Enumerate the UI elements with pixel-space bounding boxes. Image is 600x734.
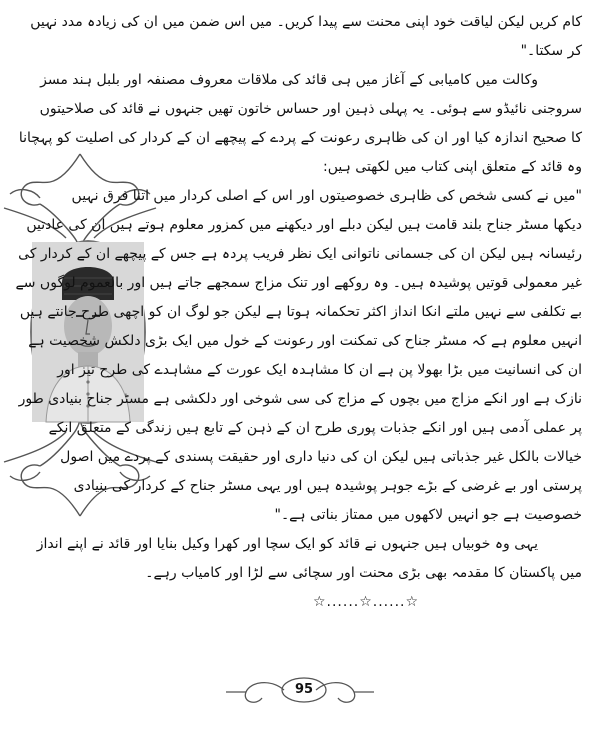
- page-footer: [0, 672, 600, 712]
- text-line: پرستی اور بے غرضی کے بڑے جوہر پوشیدہ ہیں اور یہی مسٹر جناح کے کردار کی بنیادی: [73, 478, 582, 494]
- text-line: سروجنی نائیڈو سے ہوئی۔ یہ پہلی ذہین اور حساس خاتون تھیں جنہوں نے قائد کی صلاحیتوں: [39, 101, 582, 117]
- text-line: وہ قائد کے متعلق اپنی کتاب میں لکھتی ہیں:: [323, 159, 582, 175]
- text-line: خصوصیت ہے جو انہیں لاکھوں میں ممتاز بناتی ہے۔": [274, 507, 582, 523]
- text-line: پر عملی آدمی ہیں اور انکے جذبات پوری طرح ان کے ذہن کے تابع ہیں زندگی کے متعلق انکے: [48, 420, 582, 436]
- text-line: خیالات بالکل غیر جذباتی ہیں لیکن ان کی دنیا داری اور حقیقت پسندی کے پردے میں اصول: [60, 449, 582, 465]
- text-line: کا صحیح اندازہ کیا اور ان کی ظاہری رعونت کے پردے کے پیچھے ان کے کردار کی اصلیت کو پہچانا: [18, 130, 582, 146]
- text-line: انہیں معلوم ہے کہ مسٹر جناح کی تمکنت اور رعونت کے خول میں ایک بڑی دلکش شخصیت ہے: [28, 333, 582, 349]
- paragraph-4: [36, 530, 582, 588]
- paragraph-2: [18, 66, 582, 182]
- text-line: بے تکلفی سے نہیں ملتے انکا انداز اکثر تحکمانہ ہوتا ہے لیکن جو لوگ ان کو اچھی طرح جانتے ہیں: [19, 304, 582, 320]
- text-line: غیر معمولی قوتیں پوشیدہ ہیں۔ وہ روکھے اور تنک مزاج سمجھے جاتے ہیں اور بالعموم لوگوں سے: [15, 275, 582, 291]
- article-text: [15, 8, 582, 617]
- text-line: کر سکتا۔": [520, 43, 582, 59]
- paragraph-3-quote: [15, 182, 582, 530]
- text-line: دیکھا مسٹر جناح بلند قامت ہیں لیکن دبلے اور دیکھنے میں کمزور معلوم ہوتے ہیں ان کی عادتیں: [26, 217, 582, 233]
- text-line: نازک ہے اور انکے مزاج میں بچوں کے مزاج کی سی شوخی اور دلکشی ہے مسٹر جناح بنیادی طور: [18, 391, 582, 407]
- text-line: میں پاکستان کا مقدمہ بھی بڑی محنت اور سچائی سے لڑا اور کامیاب رہے۔: [145, 565, 582, 581]
- star-divider: ☆......☆......☆: [312, 594, 420, 610]
- text-line: کام کریں لیکن لیاقت خود اپنی محنت سے پیدا کریں۔ میں اس ضمن میں ان کی زیادہ مدد نہیں: [30, 14, 582, 30]
- text-line: "میں نے کسی شخص کی ظاہری خصوصیتوں اور اس کے اصلی کردار میں اتنا فرق نہیں: [71, 188, 582, 204]
- paragraph-1: [30, 8, 582, 66]
- page-number: 95: [294, 682, 314, 697]
- text-line: یہی وہ خوبیاں ہیں جنہوں نے قائد کو ایک سچا اور کھرا وکیل بنایا اور قائد نے اپنے انداز: [36, 536, 538, 552]
- text-line: رئیسانہ ہیں لیکن ان کی جسمانی ناتوانی ایک نظر فریب پردہ ہے جس کے پیچھے ان کے کردار کی: [18, 246, 582, 262]
- text-line: ان کی انسانیت میں بڑا بھولا پن ہے ان کا مشاہدہ ایک عورت کے مشاہدے کی طرح تیز اور: [57, 362, 582, 378]
- text-line: وکالت میں کامیابی کے آغاز میں ہی قائد کی ملاقات معروف مصنفہ اور بلبل ہند مسز: [40, 72, 538, 88]
